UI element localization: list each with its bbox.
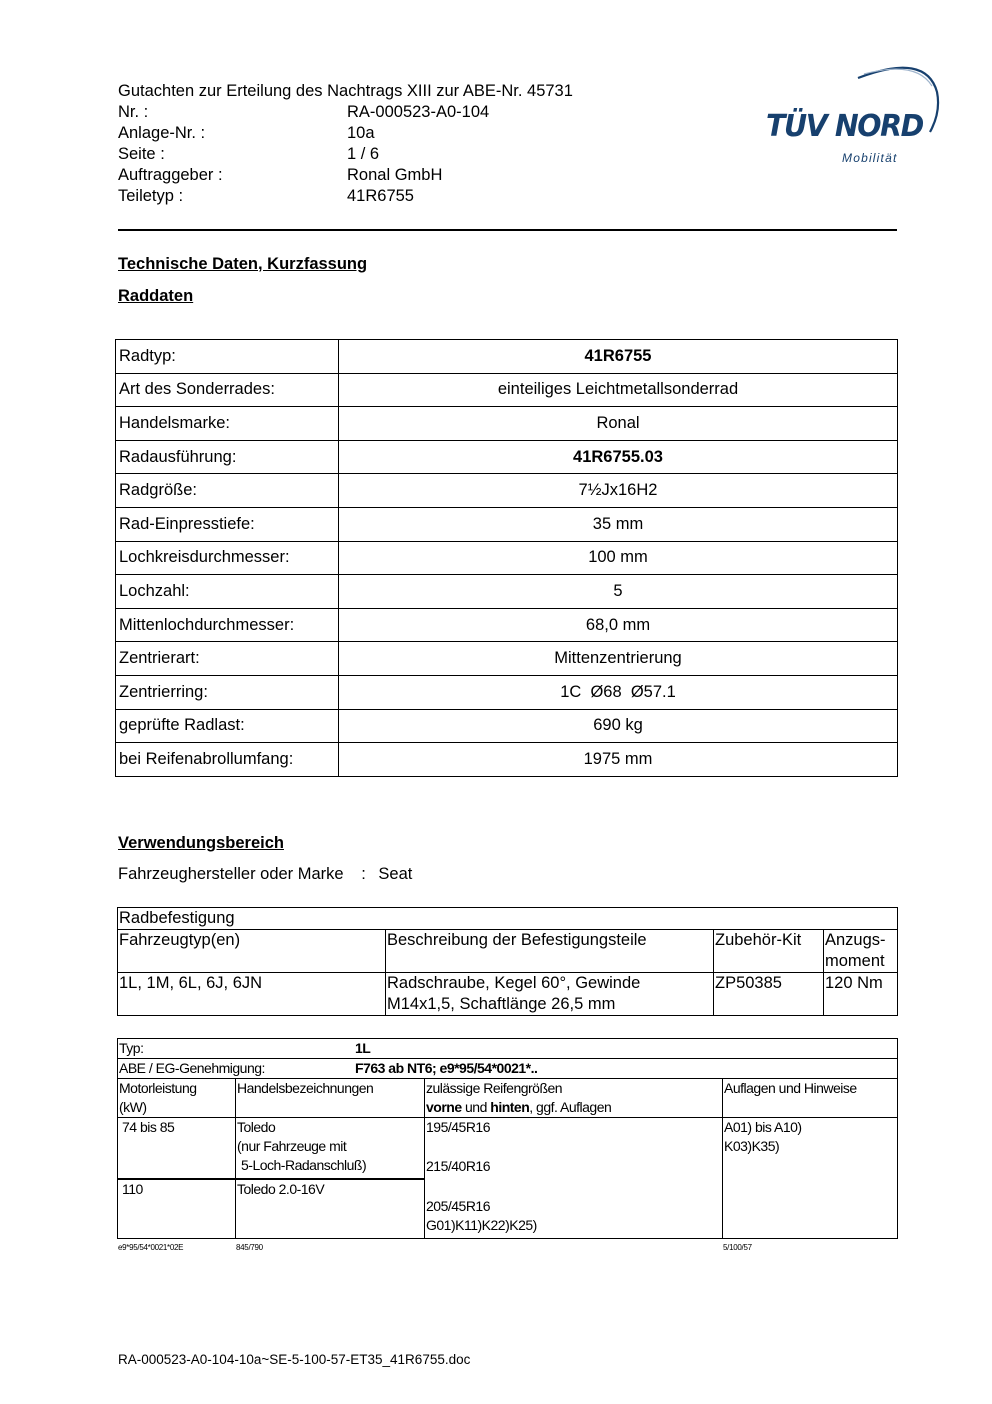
- row-value: einteiliges Leichtmetallsonderrad: [339, 373, 898, 407]
- abe-row: [118, 1059, 898, 1079]
- table-row: [116, 440, 898, 474]
- table-row: [118, 908, 898, 930]
- table-row: [116, 407, 898, 441]
- abe-value: F763 ab NT6; e9*95/54*0021*..: [355, 1060, 538, 1076]
- header-zubehoer-kit: Zubehör-Kit: [714, 930, 824, 973]
- row-value: 41R6755: [339, 340, 898, 374]
- row-label: Art des Sonderrades:: [116, 373, 339, 407]
- handel-line2: (nur Fahrzeuge mit: [237, 1138, 347, 1154]
- row-value: 1C Ø68 Ø57.1: [339, 675, 898, 709]
- row-value: 35 mm: [339, 507, 898, 541]
- row-value: Ronal: [339, 407, 898, 441]
- footer-filename: RA-000523-A0-104-10a~SE-5-100-57-ET35_41R6755.doc: [118, 1352, 471, 1367]
- cell-kit: ZP50385: [714, 973, 824, 1016]
- tuev-nord-logo: [766, 60, 940, 170]
- typ-value: 1L: [355, 1040, 371, 1056]
- row-value: 41R6755.03: [339, 440, 898, 474]
- row-value: 1975 mm: [339, 743, 898, 777]
- reifen-4: G01)K11)K22)K25): [426, 1217, 537, 1233]
- header-label: Anlage-Nr. :: [118, 124, 206, 142]
- footnote-bolt-pattern: 5/100/57: [723, 1243, 752, 1252]
- handel-line3: 5-Loch-Radanschluß): [241, 1157, 367, 1173]
- header-value: RA-000523-A0-104: [347, 103, 490, 121]
- cell-moment: 120 Nm: [824, 973, 898, 1016]
- table-row: [116, 675, 898, 709]
- header-value: 1 / 6: [347, 145, 380, 163]
- cell-fahrzeugtypen: 1L, 1M, 6L, 6J, 6JN: [118, 973, 386, 1016]
- reifen-auflagen-suffix: , ggf. Auflagen: [529, 1099, 612, 1115]
- abe-cell: [118, 1059, 898, 1079]
- row-label: Lochkreisdurchmesser:: [116, 541, 339, 575]
- header-divider: [118, 229, 897, 231]
- cell-handelsbezeichnungen: [236, 1118, 425, 1239]
- beschreibung-line2: M14x1,5, Schaftlänge 26,5 mm: [387, 995, 616, 1013]
- fahrzeughersteller-separator: :: [361, 865, 366, 883]
- handel-row-1: [236, 1118, 424, 1180]
- reifen-3: 205/45R16: [426, 1198, 491, 1214]
- document-header: [118, 81, 573, 207]
- table-row: [116, 709, 898, 743]
- header-handelsbezeichnungen: Handelsbezeichnungen: [236, 1079, 425, 1118]
- radbefestigung-title: Radbefestigung: [118, 908, 898, 930]
- typ-data-row: [118, 1118, 898, 1239]
- radbefestigung-table: [117, 907, 898, 1016]
- header-row-anlage: [118, 123, 573, 144]
- table-row: [116, 373, 898, 407]
- cell-auflagen: [723, 1118, 898, 1239]
- header-reifengroessen: [425, 1079, 723, 1118]
- header-label: Seite :: [118, 145, 165, 163]
- header-row-teiletyp: [118, 186, 573, 207]
- row-value: Mittenzentrierung: [339, 642, 898, 676]
- header-anzugsmoment: [824, 930, 898, 973]
- row-label: bei Reifenabrollumfang:: [116, 743, 339, 777]
- typ-row: [118, 1039, 898, 1059]
- logo-subtitle: Mobilität: [842, 151, 898, 165]
- reifen-1: 195/45R16: [426, 1119, 491, 1135]
- row-value: 7½Jx16H2: [339, 474, 898, 508]
- row-value: 5: [339, 575, 898, 609]
- reifen-header-line1: zulässige Reifengrößen: [426, 1080, 563, 1096]
- row-label: Handelsmarke:: [116, 407, 339, 441]
- header-beschreibung: Beschreibung der Befestigungsteile: [386, 930, 714, 973]
- table-row: [116, 642, 898, 676]
- typ-table: [117, 1038, 898, 1239]
- table-row: [116, 608, 898, 642]
- abe-label: ABE / EG-Genehmigung:: [119, 1060, 265, 1076]
- row-label: geprüfte Radlast:: [116, 709, 339, 743]
- header-fahrzeugtyp: Fahrzeugtyp(en): [118, 930, 386, 973]
- row-label: Rad-Einpresstiefe:: [116, 507, 339, 541]
- table-row: [116, 575, 898, 609]
- row-label: Lochzahl:: [116, 575, 339, 609]
- section-technische-daten: Technische Daten, Kurzfassung: [118, 255, 368, 273]
- header-row-seite: [118, 144, 573, 165]
- table-row: [116, 507, 898, 541]
- reifen-und: und: [461, 1099, 491, 1115]
- cell-motorleistung: [118, 1118, 236, 1239]
- motorleistung-line1: Motorleistung: [119, 1080, 197, 1096]
- section-raddaten: Raddaten: [118, 287, 194, 305]
- table-row: [116, 743, 898, 777]
- cell-beschreibung: [386, 973, 714, 1016]
- reifen-2: 215/40R16: [426, 1158, 491, 1174]
- header-anzugsmoment-line1: Anzugs-: [825, 931, 886, 949]
- handel-line1: Toledo: [237, 1119, 276, 1135]
- header-value: 41R6755: [347, 187, 414, 205]
- row-value: 68,0 mm: [339, 608, 898, 642]
- kw-row-1: 74 bis 85: [118, 1118, 235, 1180]
- header-row-nr: [118, 102, 573, 123]
- table-row: [116, 340, 898, 374]
- header-anzugsmoment-line2: moment: [825, 952, 885, 970]
- auflagen-1: A01) bis A10): [724, 1119, 802, 1135]
- handel-row-2: Toledo 2.0-16V: [237, 1181, 325, 1197]
- header-row-auftraggeber: [118, 165, 573, 186]
- table-header-row: [118, 930, 898, 973]
- row-label: Radgröße:: [116, 474, 339, 508]
- footnote-weight: 845/790: [236, 1243, 263, 1252]
- logo-wordmark: TÜV NORD: [766, 109, 923, 144]
- reifen-header-line2: [426, 1098, 721, 1117]
- row-value: 690 kg: [339, 709, 898, 743]
- section-verwendungsbereich: Verwendungsbereich: [118, 834, 284, 852]
- raddaten-table: [115, 339, 898, 777]
- header-value: Ronal GmbH: [347, 166, 443, 184]
- header-motorleistung: [118, 1079, 236, 1118]
- beschreibung-line1: Radschraube, Kegel 60°, Gewinde: [387, 974, 641, 992]
- fahrzeughersteller-line: [118, 865, 412, 884]
- table-row: [118, 973, 898, 1016]
- fahrzeughersteller-value: Seat: [378, 865, 413, 883]
- auflagen-2: K03)K35): [724, 1138, 780, 1154]
- header-value: 10a: [347, 124, 375, 142]
- row-label: Zentrierart:: [116, 642, 339, 676]
- header-auflagen: Auflagen und Hinweise: [723, 1079, 898, 1118]
- kw-row-2: 110: [122, 1181, 143, 1197]
- row-label: Zentrierring:: [116, 675, 339, 709]
- header-label: Nr. :: [118, 103, 149, 121]
- document-title: Gutachten zur Erteilung des Nachtrags XIII zur ABE-Nr. 45731: [118, 82, 573, 100]
- reifen-hinten: hinten: [490, 1099, 530, 1115]
- cell-reifen: [425, 1118, 723, 1239]
- row-label: Mittenlochdurchmesser:: [116, 608, 339, 642]
- table-row: [116, 474, 898, 508]
- footnote-ec-number: e9*95/54*0021*02E: [118, 1243, 184, 1252]
- reifen-vorne: vorne: [426, 1099, 462, 1115]
- motorleistung-line2: (kW): [119, 1099, 147, 1115]
- row-label: Radausführung:: [116, 440, 339, 474]
- typ-header-row: [118, 1079, 898, 1118]
- row-label: Radtyp:: [116, 340, 339, 374]
- fahrzeughersteller-label: Fahrzeughersteller oder Marke: [118, 865, 344, 883]
- header-label: Auftraggeber :: [118, 166, 223, 184]
- table-row: [116, 541, 898, 575]
- typ-label: Typ:: [119, 1040, 144, 1056]
- typ-cell: [118, 1039, 898, 1059]
- header-label: Teiletyp :: [118, 187, 184, 205]
- row-value: 100 mm: [339, 541, 898, 575]
